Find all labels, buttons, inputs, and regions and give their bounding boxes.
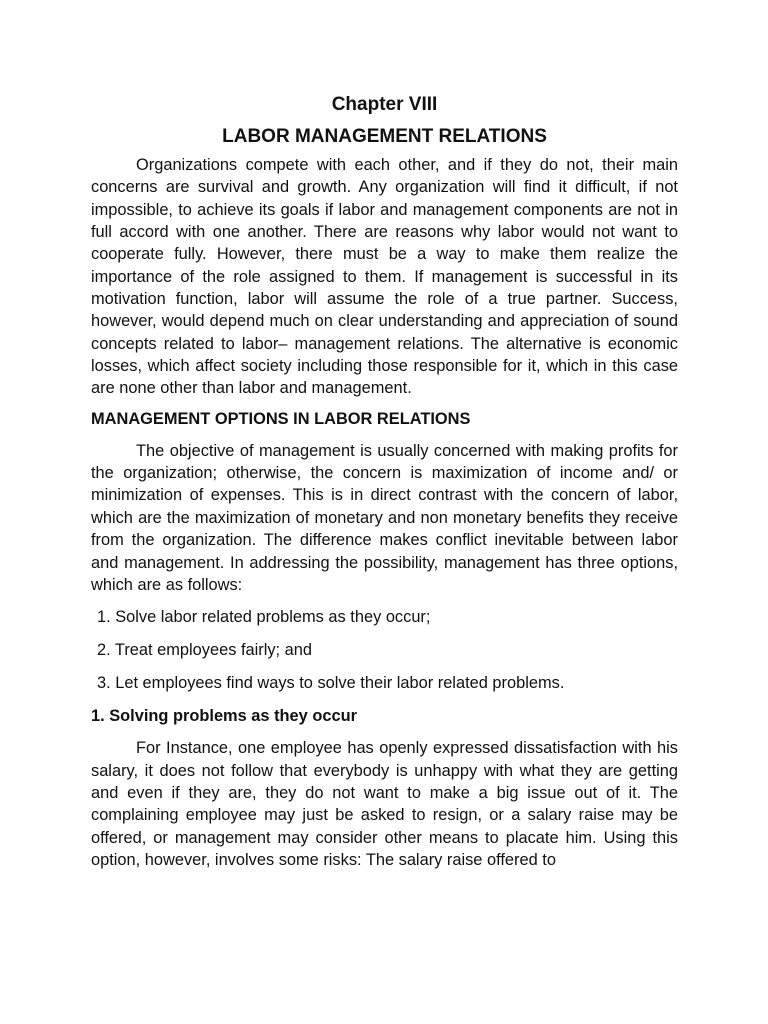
- subsection-paragraph: For Instance, one employee has openly expressed dissatisfaction with his salary, it does not follow that everybody is unhappy with what they are getting and even if they are, they do not want to make a big issue out of it. The complaining employee may just be asked to resign, or a salary raise may be offered, or management may consider other means to placate him. Using this option, however, involves some risks: The salary raise offered to: [91, 739, 678, 869]
- option-item: 1. Solve labor related problems as they occur;: [97, 608, 431, 627]
- section-paragraph: The objective of management is usually concerned with making profits for the organization; otherwise, the concern is maximization of income and/ or minimization of expenses. This is in direct contrast with the concern of labor, which are the maximization of monetary and non monetary benefits they receive from the organization. The difference makes conflict inevitable between labor and management. In addressing the possibility, management has three options, which are as follows:: [91, 441, 678, 594]
- subsection-heading: 1. Solving problems as they occur: [91, 707, 357, 726]
- section-heading: MANAGEMENT OPTIONS IN LABOR RELATIONS: [91, 409, 471, 428]
- intro-paragraph: Organizations compete with each other, and if they do not, their main concerns are survival and growth. Any organization will find it difficult, if not impossible, to achieve its goals if labor and management components are not in full accord with one another. There are reasons why labor would not want to cooperate fully. However, there must be a way to make them realize the importance of the role assigned to them. If management is successful in its motivation function, labor will assume the role of a true partner. Success, however, would depend much on clear understanding and appreciation of sound concepts related to labor– management relations. The alternative is economic losses, which affect society including those responsible for it, which in this case are none other than labor and management.: [91, 156, 678, 398]
- chapter-title: LABOR MANAGEMENT RELATIONS: [222, 126, 547, 147]
- document-page: [91, 92, 678, 871]
- option-item: 2. Treat employees fairly; and: [97, 641, 313, 660]
- option-item: 3. Let employees find ways to solve their labor related problems.: [97, 674, 565, 693]
- chapter-label: Chapter VIII: [331, 94, 438, 115]
